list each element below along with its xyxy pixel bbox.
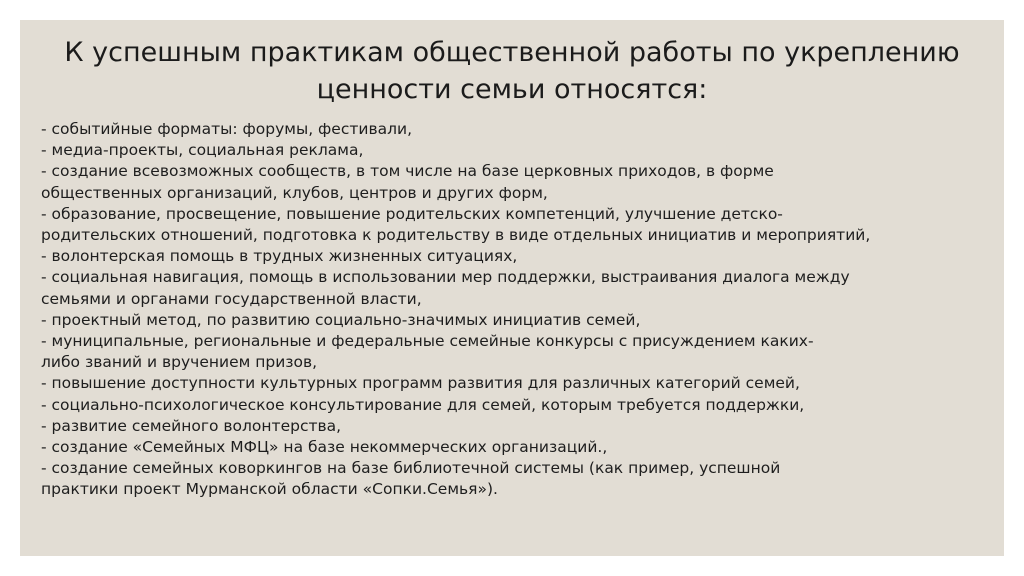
slide-title-line-1: К успешным практикам общественной работы по укреплению: [64, 37, 960, 68]
list-line: общественных организаций, клубов, центров и других форм,: [41, 183, 548, 202]
list-line: - волонтерская помощь в трудных жизненных ситуациях,: [41, 247, 518, 266]
list-line: - создание всевозможных сообществ, в том числе на базе церковных приходов, в форме: [41, 162, 774, 181]
list-line: либо званий и вручением призов,: [41, 353, 318, 372]
list-line: - создание «Семейных МФЦ» на базе некоммерческих организаций.,: [41, 438, 608, 457]
practices-list: [41, 119, 991, 501]
list-line: практики проект Мурманской области «Сопки.Семья»).: [41, 480, 498, 499]
list-line: семьями и органами государственной власти,: [41, 289, 422, 308]
list-line: - образование, просвещение, повышение родительских компетенций, улучшение детско-: [41, 204, 783, 223]
slide-title: [40, 34, 984, 108]
list-line: - муниципальные, региональные и федеральные семейные конкурсы с присуждением каких-: [41, 332, 814, 351]
slide-title-line-2: ценности семьи относятся:: [316, 74, 708, 105]
list-line: - создание семейных коворкингов на базе библиотечной системы (как пример, успешной: [41, 459, 781, 478]
list-line: - повышение доступности культурных программ развития для различных категорий семей,: [41, 374, 800, 393]
list-line: - социальная навигация, помощь в использовании мер поддержки, выстраивания диалога между: [41, 268, 850, 287]
list-line: - проектный метод, по развитию социально-значимых инициатив семей,: [41, 310, 641, 329]
list-line: - социально-психологическое консультирование для семей, которым требуется поддержки,: [41, 395, 805, 414]
list-line: родительских отношений, подготовка к родительству в виде отдельных инициатив и мероприятий,: [41, 226, 871, 245]
list-line: - событийные форматы: форумы, фестивали,: [41, 120, 413, 138]
slide: [20, 20, 1004, 556]
list-line: - развитие семейного волонтерства,: [41, 416, 342, 435]
list-line: - медиа-проекты, социальная реклама,: [41, 141, 364, 160]
